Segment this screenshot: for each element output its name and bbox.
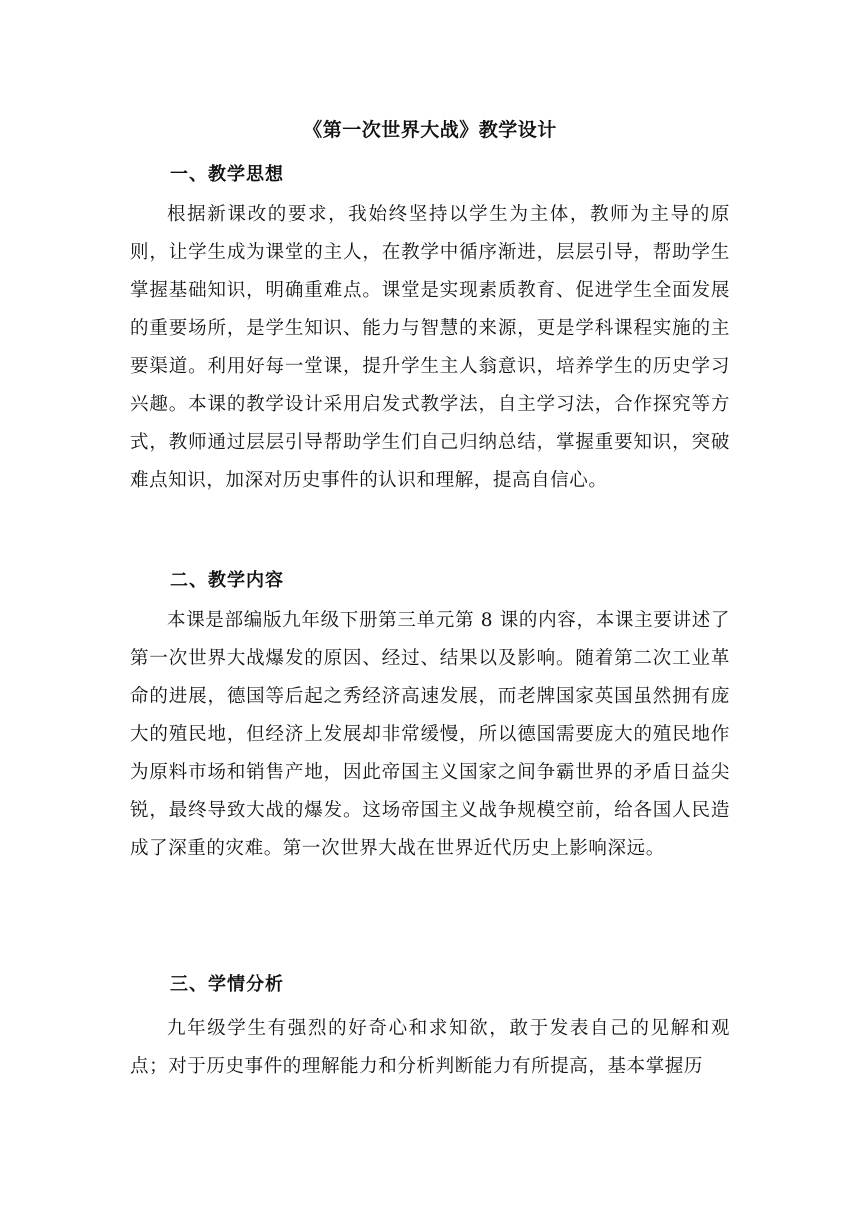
section-heading-teaching-philosophy: 一、教学思想 — [170, 164, 284, 185]
section-body-teaching-philosophy: 根据新课改的要求，我始终坚持以学生为主体，教师为主导的原则，让学生成为课堂的主人，在教学中循序渐进，层层引导，帮助学生掌握基础知识，明确重难点。课堂是实现素质教育、促进学生全面发展的重要场所，是学生知识、能力与智慧的来源，更是学科课程实施的主要渠道。利用好每一堂课，提升学生主人翁意识，培养学生的历史学习兴趣。本课的教学设计采用启发式教学法，自主学习法，合作探究等方式，教师通过层层引导帮助学生们自己归纳总结，掌握重要知识，突破难点知识，加深对历史事件的认识和理解，提高自信心。 — [130, 204, 730, 491]
section-heading-student-analysis: 三、学情分析 — [170, 974, 284, 995]
document-title: 《第一次世界大战》教学设计 — [303, 119, 557, 141]
section-body-student-analysis: 九年级学生有强烈的好奇心和求知欲，敢于发表自己的见解和观点；对于历史事件的理解能力和分析判断能力有所提高，基本掌握历 — [130, 1018, 730, 1077]
section-heading-teaching-content: 二、教学内容 — [170, 570, 284, 591]
section-body-teaching-content: 本课是部编版九年级下册第三单元第 8 课的内容，本课主要讲述了第一次世界大战爆发的原因、经过、结果以及影响。随着第二次工业革命的进展，德国等后起之秀经济高速发展，而老牌国家英国虽然拥有庞大的殖民地，但经济上发展却非常缓慢，所以德国需要庞大的殖民地作为原料市场和销售产地，因此帝国主义国家之间争霸世界的矛盾日益尖锐，最终导致大战的爆发。这场帝国主义战争规模空前，给各国人民造成了深重的灾难。第一次世界大战在世界近代历史上影响深远。 — [130, 610, 730, 859]
